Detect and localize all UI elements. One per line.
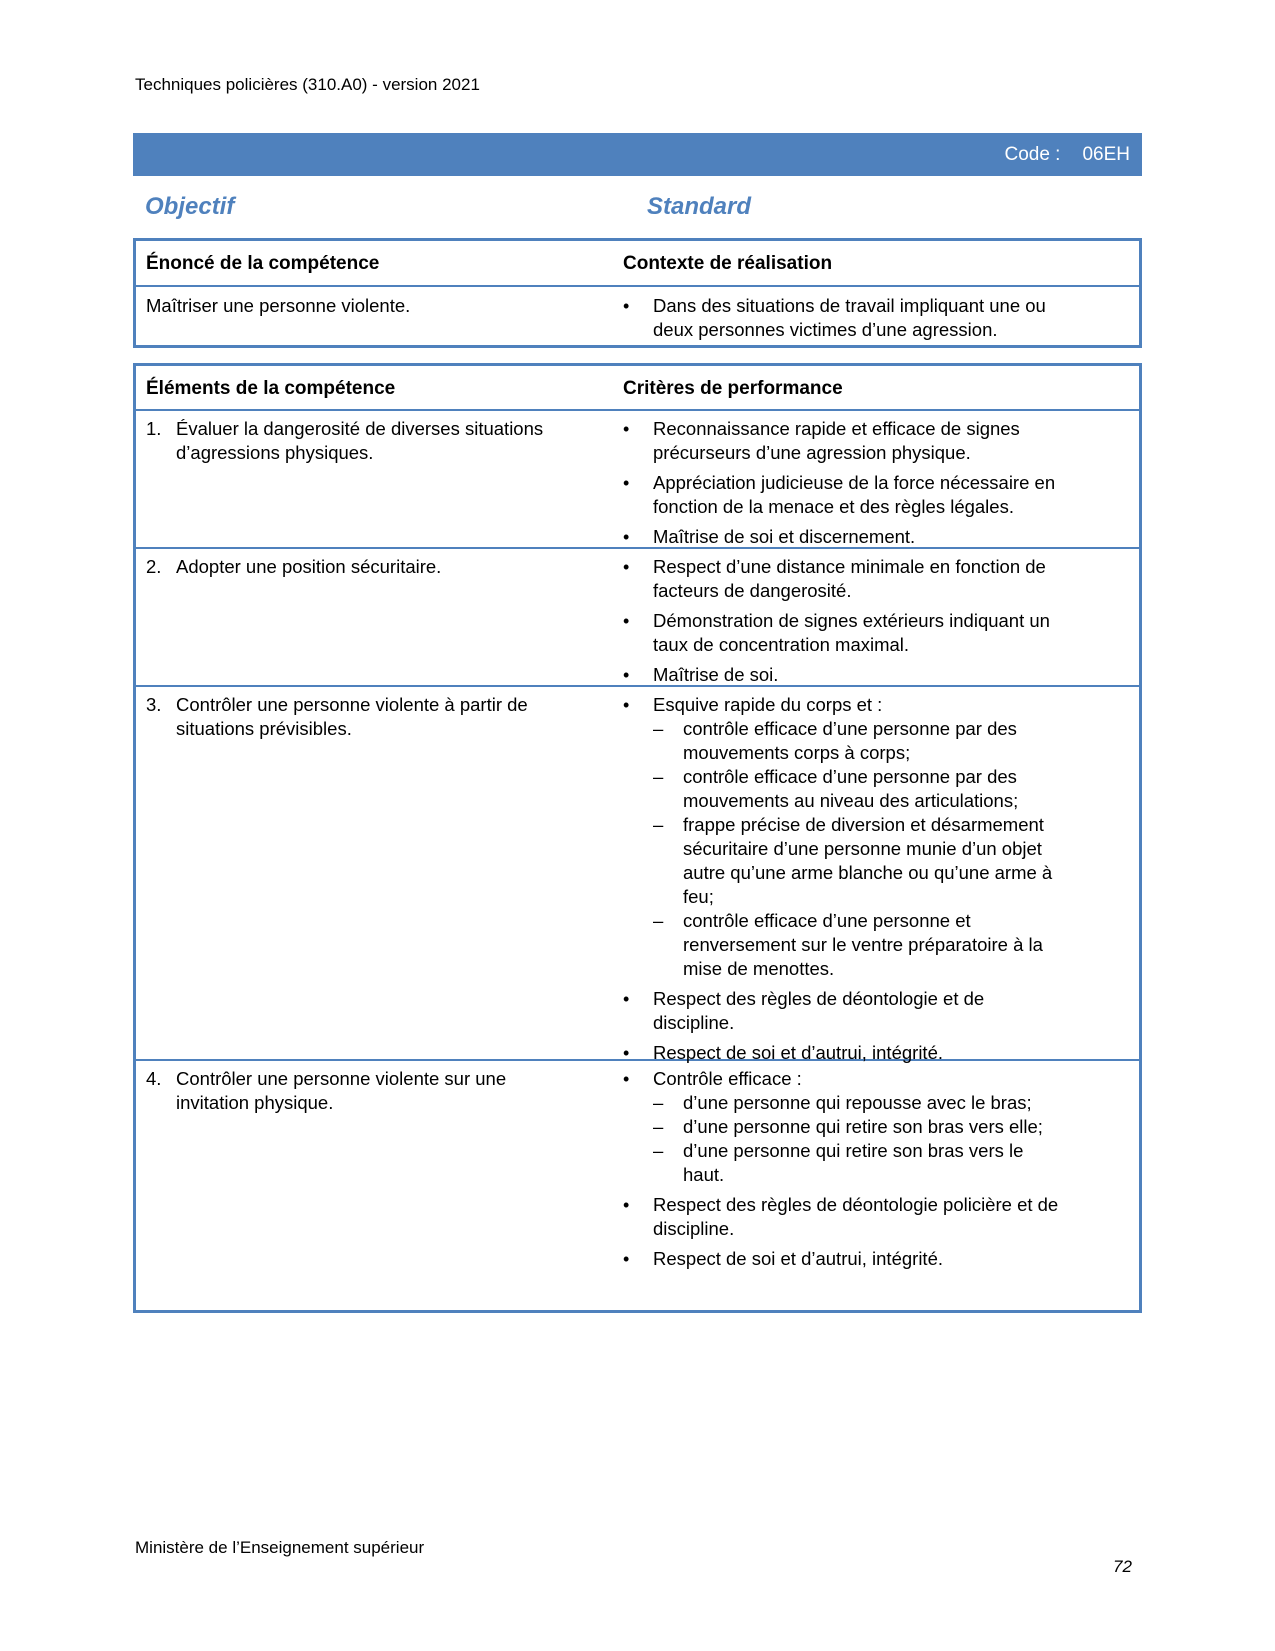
element-line: Contrôler une personne violente à partir de [176,694,528,715]
sub-critere-line: autre qu’une arme blanche ou qu’une arme à [683,862,1053,883]
critere-line: discipline. [653,1218,735,1239]
document-header: Techniques policières (310.A0) - version 2021 [135,75,480,94]
sub-critere-item [623,1115,1093,1139]
code-bar [133,133,1142,176]
sub-critere-line: renversement sur le ventre préparatoire à la [683,934,1043,955]
critere-line: Maîtrise de soi. [653,664,779,685]
sub-critere-line: contrôle efficace d’une personne et [683,910,971,931]
bullet-icon: • [623,1249,630,1269]
sub-critere-item [623,765,1093,813]
sub-critere-line: contrôle efficace d’une personne par des [683,718,1017,739]
bullet-icon: • [623,665,630,685]
critere-item [623,525,1093,549]
element-line: situations prévisibles. [176,718,352,739]
critere-item [623,1247,1093,1271]
critere-item [623,987,1093,1035]
elements-header: Éléments de la compétence [146,378,396,399]
footer-ministry: Ministère de l’Enseignement supérieur [135,1538,425,1557]
critere-line: Respect des règles de déontologie et de [653,988,985,1009]
sub-critere-line: contrôle efficace d’une personne par des [683,766,1017,787]
enonce-table-header [136,241,1139,287]
enonce-text: Maîtriser une personne violente. [146,295,411,316]
sub-critere-item [623,1139,1093,1187]
critere-line: précurseurs d’une agression physique. [653,442,971,463]
critere-item [623,1193,1093,1241]
critere-item [623,1067,1093,1091]
table-row [136,547,1139,687]
sub-critere-item [623,909,1093,981]
criteres-cell [623,1067,1093,1271]
bullet-icon: • [623,557,630,577]
criteres-cell [623,417,1093,549]
element-cell [146,693,626,741]
bullet-icon: • [623,611,630,631]
standard-title: Standard [647,193,752,220]
table-row [136,409,1139,549]
criteres-header: Critères de performance [623,378,843,399]
critere-item [623,417,1093,465]
sub-critere-line: haut. [683,1164,725,1185]
critere-item [623,471,1093,519]
sub-critere-line: d’une personne qui retire son bras vers elle; [683,1116,1043,1137]
critere-line: facteurs de dangerosité. [653,580,852,601]
critere-line: Reconnaissance rapide et efficace de signes [653,418,1020,439]
critere-line: Respect de soi et d’autrui, intégrité. [653,1248,943,1269]
element-line: d’agressions physiques. [176,442,374,463]
table-row [136,1059,1139,1309]
elements-table-header [136,366,1139,411]
element-item [146,693,626,741]
criteres-cell [623,693,1093,1065]
element-number: 1. [146,418,162,439]
dash-icon: – [653,814,664,835]
contexte-line: Dans des situations de travail impliquant une ou [653,295,1046,316]
sub-critere-line: mise de menottes. [683,958,835,979]
sub-critere-line: mouvements au niveau des articulations; [683,790,1019,811]
dash-icon: – [653,1092,664,1113]
sub-critere-item [623,717,1093,765]
critere-line: Esquive rapide du corps et : [653,694,883,715]
code-label: Code : [1004,143,1061,165]
criteres-cell [623,555,1093,687]
objectif-title: Objectif [145,193,235,220]
bullet-icon: • [623,296,630,316]
dash-icon: – [653,910,664,931]
section-titles [145,193,1142,223]
dash-icon: – [653,1116,664,1137]
contexte-item [623,294,1093,342]
critere-item [623,693,1093,717]
critere-line: Respect de soi et d’autrui, intégrité. [653,1042,943,1063]
critere-line: fonction de la menace et des règles légales. [653,496,1014,517]
bullet-icon: • [623,1069,630,1089]
contexte-line: deux personnes victimes d’une agression. [653,319,998,340]
bullet-icon: • [623,695,630,715]
element-number: 4. [146,1068,162,1089]
sub-critere-line: d’une personne qui repousse avec le bras; [683,1092,1032,1113]
bullet-icon: • [623,989,630,1009]
element-number: 3. [146,694,162,715]
critere-line: Respect d’une distance minimale en fonction de [653,556,1046,577]
element-cell [146,555,626,579]
element-item [146,1067,626,1115]
sub-critere-line: feu; [683,886,714,907]
bullet-icon: • [623,527,630,547]
critere-line: taux de concentration maximal. [653,634,910,655]
bullet-icon: • [623,419,630,439]
dash-icon: – [653,766,664,787]
critere-line: Contrôle efficace : [653,1068,802,1089]
sub-critere-line: sécuritaire d’une personne munie d’un objet [683,838,1042,859]
sub-critere-item [623,813,1093,909]
sub-critere-line: d’une personne qui retire son bras vers le [683,1140,1024,1161]
bullet-icon: • [623,1195,630,1215]
element-line: Contrôler une personne violente sur une [176,1068,507,1089]
element-cell [146,417,626,465]
critere-line: Appréciation judicieuse de la force nécessaire en [653,472,1056,493]
critere-line: Démonstration de signes extérieurs indiquant un [653,610,1050,631]
critere-item [623,663,1093,687]
critere-line: Respect des règles de déontologie policière et de [653,1194,1059,1215]
bullet-icon: • [623,1043,630,1063]
dash-icon: – [653,1140,664,1161]
element-line: Adopter une position sécuritaire. [176,556,442,577]
contexte-header: Contexte de réalisation [623,253,833,274]
critere-line: discipline. [653,1012,735,1033]
sub-critere-item [623,1091,1093,1115]
sub-critere-line: mouvements corps à corps; [683,742,911,763]
dash-icon: – [653,718,664,739]
code-value: 06EH [1082,143,1130,165]
element-line: Évaluer la dangerosité de diverses situations [176,418,544,439]
sub-critere-line: frappe précise de diversion et désarmement [683,814,1044,835]
critere-item [623,609,1093,657]
enonce-table [133,238,1142,348]
critere-item [623,555,1093,603]
contexte-cell [623,294,1093,342]
bullet-icon: • [623,473,630,493]
page-number: 72 [1113,1557,1132,1576]
elements-table [133,363,1142,1313]
table-row [136,685,1139,1061]
critere-line: Maîtrise de soi et discernement. [653,526,916,547]
element-item [146,555,626,579]
element-line: invitation physique. [176,1092,334,1113]
element-cell [146,1067,626,1115]
enonce-header: Énoncé de la compétence [146,253,380,274]
element-item [146,417,626,465]
element-number: 2. [146,556,162,577]
